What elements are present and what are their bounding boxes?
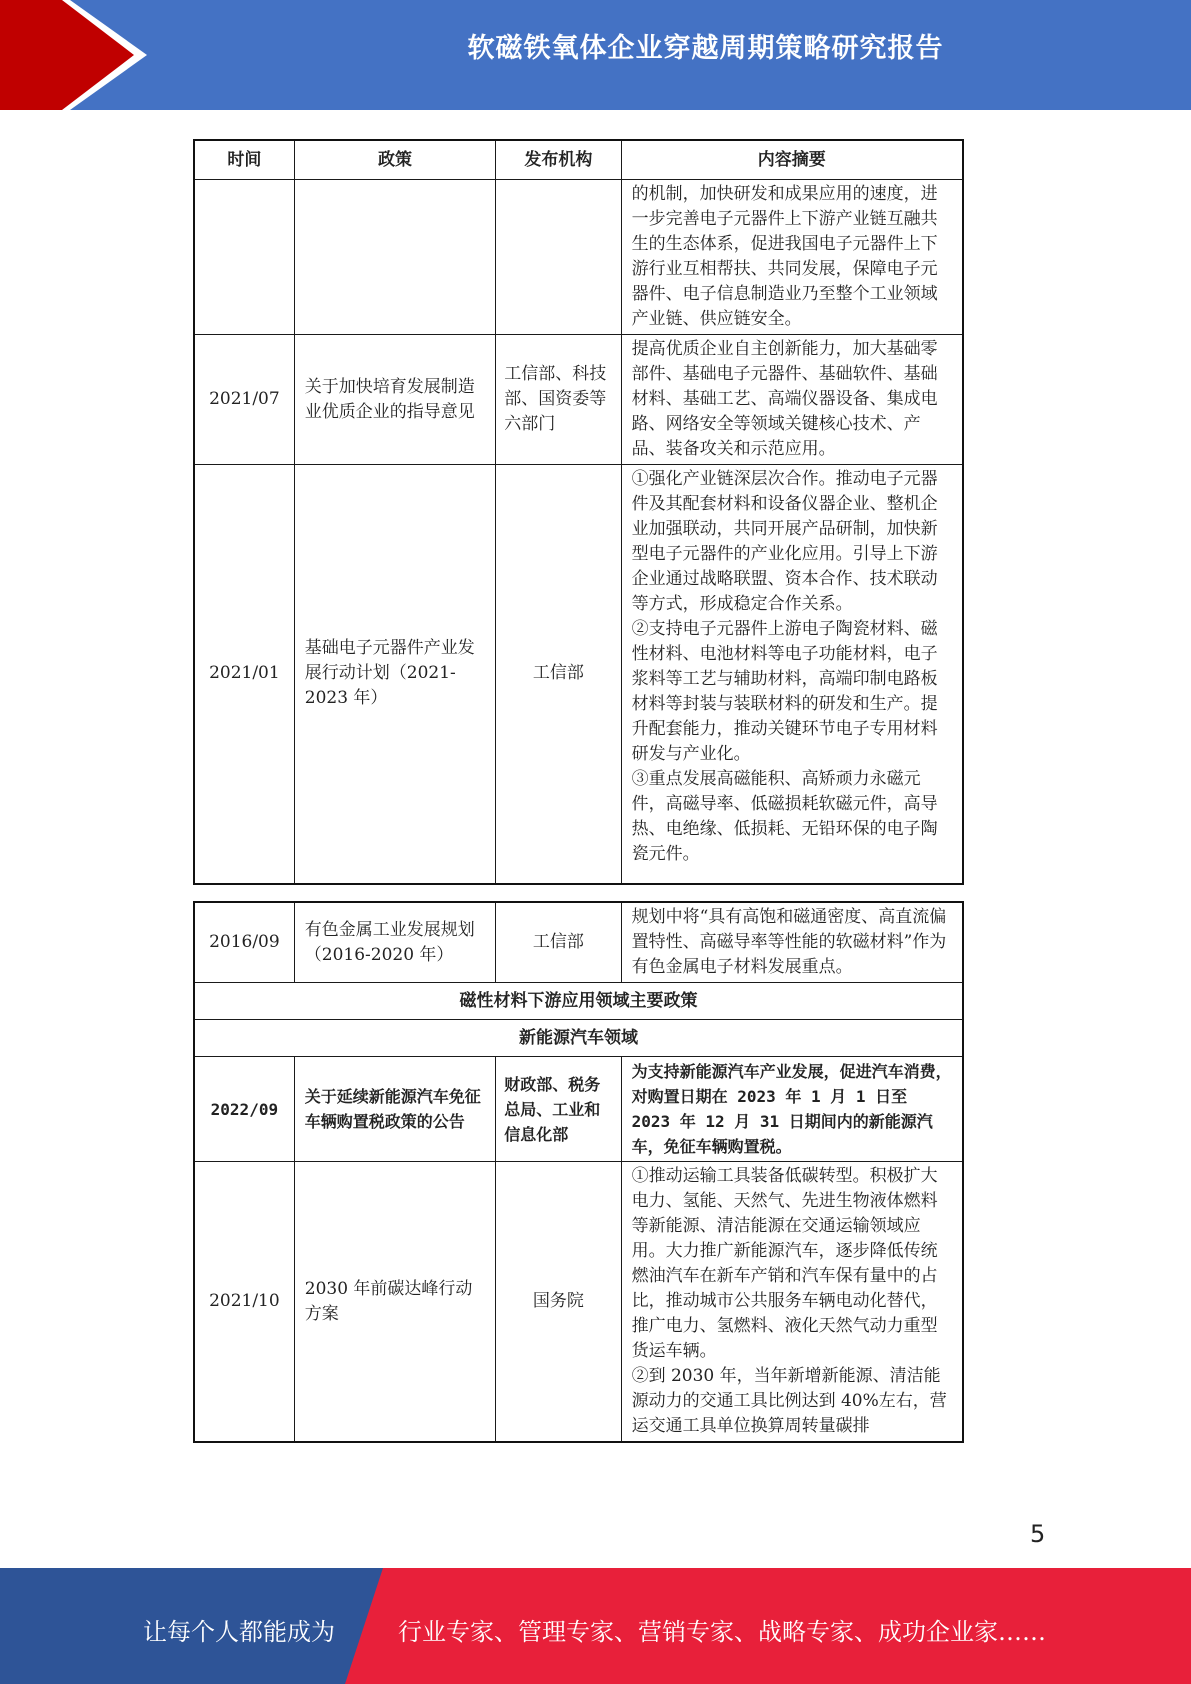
page-footer xyxy=(0,1568,1191,1684)
row-policy: 2030 年前碳达峰行动方案 xyxy=(294,1162,496,1443)
footer-slogan-left: 让每个人都能成为 xyxy=(143,1618,335,1646)
summary-paragraph: ①强化产业链深层次合作。推动电子元器件及其配套材料和设备仪器企业、整机企业加强联动，共同开展产品研制，加快新型电子元器件的产业化应用。引导上下游企业通过战略联盟、资本合作、技术联动等方式，形成稳定合作关系。 xyxy=(631,469,938,614)
row-date: 2021/07 xyxy=(194,335,294,465)
row-policy: 有色金属工业发展规划（2016-2020 年） xyxy=(294,902,496,983)
subsection-title: 新能源汽车领域 xyxy=(194,1020,963,1057)
row-policy: 关于加快培育发展制造业优质企业的指导意见 xyxy=(294,335,496,465)
row-policy: 基础电子元器件产业发展行动计划（2021-2023 年） xyxy=(294,465,496,884)
table-row xyxy=(194,180,963,335)
table-row xyxy=(194,902,963,983)
summary-paragraph: 为支持新能源汽车产业发展，促进汽车消费，对购置日期在 2023 年 1 月 1 日至 2023 年 12 月 31 日期间内的新能源汽车，免征车辆购置税。 xyxy=(631,1062,952,1156)
table-header-row xyxy=(194,140,963,180)
row-summary xyxy=(621,1057,963,1162)
row-summary xyxy=(621,335,963,465)
table-row xyxy=(194,1057,963,1162)
section-row xyxy=(194,1020,963,1057)
table-row xyxy=(194,335,963,465)
summary-paragraph: ②支持电子元器件上游电子陶瓷材料、磁性材料、电池材料等电子功能材料，电子浆料等工艺与辅助材料，高端印制电路板材料等封装与装联材料的研发和生产。提升配套能力，推动关键环节电子专用材料研发与产业化。 xyxy=(631,619,938,764)
row-date: 2022/09 xyxy=(194,1057,294,1162)
page-number: 5 xyxy=(1030,1520,1046,1548)
section-title: 磁性材料下游应用领域主要政策 xyxy=(194,983,963,1020)
row-summary xyxy=(621,180,963,335)
summary-paragraph: 的机制，加快研发和成果应用的速度，进一步完善电子元器件上下游产业链互融共生的生态体系，促进我国电子元器件上下游行业互相帮扶、共同发展，保障电子元器件、电子信息制造业乃至整个工业领域产业链、供应链安全。 xyxy=(631,184,938,329)
row-summary xyxy=(621,465,963,884)
row-org: 工信部、科技部、国资委等六部门 xyxy=(496,335,621,465)
row-org: 财政部、税务总局、工业和信息化部 xyxy=(496,1057,621,1162)
column-header-policy: 政策 xyxy=(294,140,496,180)
summary-paragraph: ①推动运输工具装备低碳转型。积极扩大电力、氢能、天然气、先进生物液体燃料等新能源、清洁能源在交通运输领域应用。大力推广新能源汽车，逐步降低传统燃油汽车在新车产销和汽车保有量中的占比，推动城市公共服务车辆电动化替代，推广电力、氢燃料、液化天然气动力重型货运车辆。 xyxy=(631,1166,938,1361)
table-row xyxy=(194,465,963,884)
summary-paragraph: ②到 2030 年，当年新增新能源、清洁能源动力的交通工具比例达到 40%左右，营运交通工具单位换算周转量碳排 xyxy=(631,1366,947,1436)
table-row xyxy=(194,1162,963,1443)
row-org: 工信部 xyxy=(496,465,621,884)
page-header xyxy=(0,0,1191,110)
section-row xyxy=(194,983,963,1020)
footer-slogan-right: 行业专家、管理专家、营销专家、战略专家、成功企业家…… xyxy=(398,1618,1046,1646)
row-date: 2021/10 xyxy=(194,1162,294,1443)
header-chevron-decoration xyxy=(0,0,160,110)
header-title: 软磁铁氧体企业穿越周期策略研究报告 xyxy=(467,33,944,64)
row-org: 国务院 xyxy=(496,1162,621,1443)
column-header-time: 时间 xyxy=(194,140,294,180)
row-policy: 关于延续新能源汽车免征车辆购置税政策的公告 xyxy=(294,1057,496,1162)
row-org xyxy=(496,180,621,335)
row-summary xyxy=(621,902,963,983)
column-header-summary: 内容摘要 xyxy=(621,140,963,180)
policy-table-1 xyxy=(193,139,964,885)
row-date: 2016/09 xyxy=(194,902,294,983)
summary-paragraph: ③重点发展高磁能积、高矫顽力永磁元件，高磁导率、低磁损耗软磁元件，高导热、电绝缘、低损耗、无铅环保的电子陶瓷元件。 xyxy=(631,769,938,864)
policy-table-2 xyxy=(193,901,964,1443)
row-org: 工信部 xyxy=(496,902,621,983)
summary-paragraph: 规划中将“具有高饱和磁通密度、高直流偏置特性、高磁导率等性能的软磁材料”作为有色金属电子材料发展重点。 xyxy=(631,907,947,977)
row-summary xyxy=(621,1162,963,1443)
row-date: 2021/01 xyxy=(194,465,294,884)
summary-paragraph: 提高优质企业自主创新能力，加大基础零部件、基础电子元器件、基础软件、基础材料、基础工艺、高端仪器设备、集成电路、网络安全等领域关键核心技术、产品、装备攻关和示范应用。 xyxy=(631,339,938,459)
column-header-org: 发布机构 xyxy=(496,140,621,180)
row-policy xyxy=(294,180,496,335)
row-date-blank xyxy=(194,180,294,335)
